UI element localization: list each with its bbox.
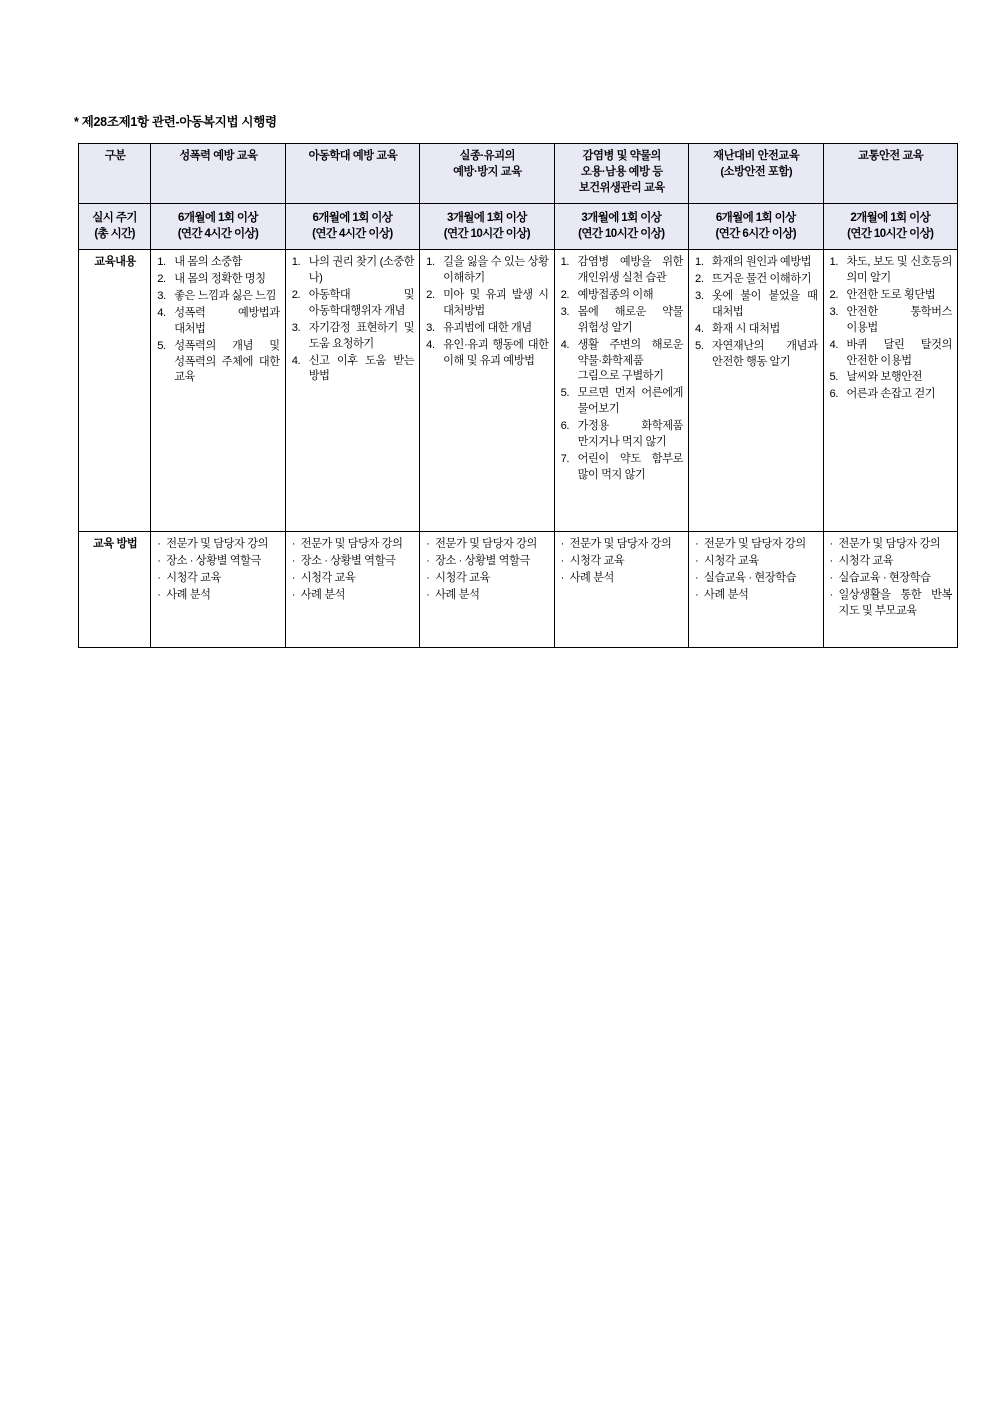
list-item: 3. 자기감정 표현하기 및 도움 요청하기: [291, 321, 415, 350]
header-row: [79, 144, 958, 204]
content-list-disaster-safety: [695, 255, 817, 370]
bullet-icon: ·: [560, 538, 564, 551]
list-item: · 시청각 교육: [426, 571, 548, 587]
list-item-number: 2.: [426, 288, 435, 301]
list-item-number: 3.: [426, 321, 435, 334]
bullet-icon: ·: [291, 588, 296, 601]
method-cell-missing-abduction: [420, 532, 554, 648]
content-list-infectious-drug: [561, 255, 683, 484]
table-body: [79, 203, 958, 647]
method-cell-disaster-safety: [689, 532, 823, 648]
list-item: 4. 신고 이후 도움 받는 방법: [291, 354, 415, 383]
list-item-number: 2.: [157, 272, 166, 285]
list-item-number: 3.: [695, 289, 704, 302]
method-list-missing-abduction: [426, 537, 548, 604]
method-list-infectious-drug: [561, 537, 683, 587]
list-item: · 실습교육 · 현장학습: [830, 571, 953, 587]
header-cell-disaster-safety: 재난대비 안전교육 (소방안전 포함): [689, 144, 823, 204]
list-item-number: 3.: [157, 289, 166, 302]
header-cell-division: 구분: [79, 144, 151, 204]
list-item: · 시청각 교육: [830, 554, 953, 570]
list-item: · 전문가 및 담당자 강의: [292, 537, 414, 553]
list-item-number: 5.: [560, 387, 570, 400]
list-item-number: 4.: [695, 322, 704, 335]
list-item: 4. 생활 주변의 해로운 약물·화학제품 그림으로 구별하기: [560, 338, 684, 383]
bullet-icon: ·: [426, 554, 430, 567]
list-item: 2. 예방접종의 이해: [561, 288, 683, 304]
list-item: · 전문가 및 담당자 강의: [426, 537, 548, 553]
method-list-child-abuse: [292, 537, 414, 604]
bullet-icon: ·: [829, 588, 833, 601]
list-item-number: 1.: [560, 256, 570, 269]
list-item: 4. 화재 시 대처법: [695, 322, 817, 338]
list-item: 5. 자연재난의 개념과 안전한 행동 알기: [695, 339, 818, 368]
bullet-icon: ·: [829, 554, 833, 567]
bullet-icon: ·: [695, 588, 699, 601]
bullet-icon: ·: [426, 538, 430, 551]
bullet-icon: ·: [157, 538, 161, 551]
method-cell-infectious-drug: [554, 532, 688, 648]
cycle-cell-disaster-safety: 6개월에 1회 이상 (연간 6시간 이상): [689, 203, 823, 249]
content-row-label: 교육내용: [79, 250, 151, 532]
list-item: · 일상생활을 통한 반복 지도 및 부모교육: [829, 588, 952, 617]
list-item: · 장소 · 상황별 역할극: [426, 554, 548, 570]
list-item-number: 1.: [695, 256, 704, 269]
list-item-number: 2.: [291, 288, 301, 301]
list-item: · 사례 분석: [292, 588, 414, 604]
list-item-number: 4.: [560, 338, 570, 351]
content-list-missing-abduction: [426, 255, 548, 369]
bullet-icon: ·: [426, 571, 430, 584]
list-item-number: 3.: [560, 305, 570, 318]
table-header: [79, 144, 958, 204]
list-item: 5. 날씨와 보행안전: [830, 370, 953, 386]
list-item: · 장소 · 상황별 역할극: [292, 554, 414, 570]
list-item: · 사례 분석: [695, 588, 817, 604]
list-item: 2. 안전한 도로 횡단법: [830, 288, 953, 304]
list-item: · 사례 분석: [157, 588, 279, 604]
content-cell-missing-abduction: [420, 250, 554, 532]
method-cell-child-abuse: [285, 532, 419, 648]
method-list-traffic-safety: [830, 537, 953, 620]
list-item: · 전문가 및 담당자 강의: [561, 537, 683, 553]
list-item: 5. 모르면 먼저 어른에게 물어보기: [560, 387, 684, 416]
method-row: [79, 532, 958, 648]
cycle-row-label: 실시 주기 (총 시간): [79, 203, 151, 249]
list-item: · 사례 분석: [561, 571, 683, 587]
list-item: · 시청각 교육: [561, 554, 683, 570]
list-item-number: 5.: [157, 339, 166, 352]
cycle-cell-child-abuse: 6개월에 1회 이상 (연간 4시간 이상): [285, 203, 419, 249]
content-cell-disaster-safety: [689, 250, 823, 532]
list-item: · 전문가 및 담당자 강의: [830, 537, 953, 553]
list-item: 1. 차도, 보도 및 신호등의 의미 알기: [829, 256, 952, 284]
bullet-icon: ·: [829, 571, 833, 584]
cycle-cell-infectious-drug: 3개월에 1회 이상 (연간 10시간 이상): [554, 203, 688, 249]
list-item-number: 5.: [829, 371, 839, 384]
header-cell-sexual-violence: 성폭력 예방 교육: [151, 144, 285, 204]
bullet-icon: ·: [157, 554, 161, 567]
list-item-number: 4.: [426, 338, 435, 351]
cycle-cell-traffic-safety: 2개월에 1회 이상 (연간 10시간 이상): [823, 203, 958, 249]
header-cell-missing-abduction: 실종·유괴의 예방·방지 교육: [420, 144, 554, 204]
content-row: [79, 250, 958, 532]
list-item: 3. 몸에 해로운 약물 위험성 알기: [560, 305, 684, 334]
list-item: 1. 내 몸의 소중함: [157, 255, 279, 271]
list-item: 3. 안전한 통학버스 이용법: [829, 305, 952, 334]
cycle-row: [79, 203, 958, 249]
bullet-icon: ·: [291, 538, 296, 551]
document-note: * 제28조제1항 관련-아동복지법 시행령: [74, 115, 277, 129]
method-row-label: 교육 방법: [79, 532, 151, 648]
list-item-number: 7.: [560, 452, 570, 465]
content-list-traffic-safety: [830, 255, 953, 403]
list-item: · 실습교육 · 현장학습: [695, 571, 817, 587]
list-item: 1. 나의 권리 찾기 (소중한 나): [291, 256, 415, 284]
list-item: · 사례 분석: [426, 588, 548, 604]
bullet-icon: ·: [157, 588, 161, 601]
content-cell-child-abuse: [285, 250, 419, 532]
bullet-icon: ·: [695, 571, 699, 584]
list-item: · 전문가 및 담당자 강의: [157, 537, 279, 553]
list-item: 7. 어린이 약도 함부로 많이 먹지 않기: [560, 452, 684, 481]
list-item: 2. 뜨거운 물건 이해하기: [695, 272, 817, 288]
bullet-icon: ·: [291, 554, 296, 567]
content-cell-traffic-safety: [823, 250, 958, 532]
education-plan-table: [78, 143, 958, 648]
content-list-child-abuse: [292, 255, 414, 385]
list-item: 6. 가정용 화학제품 만지거나 먹지 않기: [560, 420, 684, 449]
list-item-number: 2.: [829, 288, 839, 301]
list-item-number: 1.: [829, 256, 839, 269]
header-cell-infectious-drug: 감염병 및 약물의 오용·남용 예방 등 보건위생관리 교육: [554, 144, 688, 204]
list-item-number: 2.: [560, 288, 570, 301]
list-item: · 시청각 교육: [292, 571, 414, 587]
bullet-icon: ·: [695, 538, 699, 551]
list-item: 4. 바퀴 달린 탈것의 안전한 이용법: [829, 338, 952, 367]
list-item: 6. 어른과 손잡고 걷기: [830, 387, 953, 403]
list-item-number: 4.: [157, 306, 166, 319]
list-item-number: 1.: [426, 256, 435, 269]
list-item: · 장소 · 상황별 역할극: [157, 554, 279, 570]
bullet-icon: ·: [829, 538, 833, 551]
method-list-disaster-safety: [695, 537, 817, 604]
method-cell-traffic-safety: [823, 532, 958, 648]
method-cell-sexual-violence: [151, 532, 285, 648]
list-item: · 전문가 및 담당자 강의: [695, 537, 817, 553]
bullet-icon: ·: [426, 588, 430, 601]
bullet-icon: ·: [695, 554, 699, 567]
list-item-number: 2.: [695, 272, 704, 285]
list-item-number: 6.: [560, 420, 570, 433]
list-item-number: 1.: [291, 256, 301, 269]
header-cell-child-abuse: 아동학대 예방 교육: [285, 144, 419, 204]
list-item: 1. 화재의 원인과 예방법: [695, 255, 817, 271]
bullet-icon: ·: [291, 571, 296, 584]
content-cell-infectious-drug: [554, 250, 688, 532]
list-item: 2. 내 몸의 정확한 명칭: [157, 272, 279, 288]
list-item-number: 5.: [695, 339, 704, 352]
list-item: 1. 길을 잃을 수 있는 상황 이해하기: [426, 256, 549, 284]
cycle-cell-missing-abduction: 3개월에 1회 이상 (연간 10시간 이상): [420, 203, 554, 249]
bullet-icon: ·: [157, 571, 161, 584]
method-list-sexual-violence: [157, 537, 279, 604]
list-item: 4. 성폭력 예방법과 대처법: [157, 306, 280, 335]
list-item-number: 3.: [291, 321, 301, 334]
list-item: 4. 유인·유괴 행동에 대한 이해 및 유괴 예방법: [426, 338, 549, 367]
content-list-sexual-violence: [157, 255, 279, 386]
list-item: 2. 아동학대 및 아동학대행위자 개념: [291, 288, 415, 317]
list-item: 1. 감염병 예방을 위한 개인위생 실천 습관: [560, 256, 684, 284]
bullet-icon: ·: [560, 571, 564, 584]
header-cell-traffic-safety: 교통안전 교육: [823, 144, 958, 204]
cycle-cell-sexual-violence: 6개월에 1회 이상 (연간 4시간 이상): [151, 203, 285, 249]
list-item-number: 4.: [829, 338, 839, 351]
list-item: 3. 좋은 느낌과 싫은 느낌: [157, 289, 279, 305]
content-cell-sexual-violence: [151, 250, 285, 532]
bullet-icon: ·: [560, 554, 564, 567]
list-item: 3. 유괴범에 대한 개념: [426, 321, 548, 337]
list-item: 2. 미아 및 유괴 발생 시 대처방법: [426, 288, 549, 317]
list-item: · 시청각 교육: [695, 554, 817, 570]
list-item-number: 4.: [291, 354, 301, 367]
list-item: 5. 성폭력의 개념 및 성폭력의 주체에 대한 교육: [157, 339, 280, 384]
list-item: · 시청각 교육: [157, 571, 279, 587]
list-item-number: 6.: [829, 388, 839, 401]
list-item: 3. 옷에 불이 붙었을 때 대처법: [695, 289, 818, 318]
list-item-number: 3.: [829, 305, 839, 318]
list-item-number: 1.: [157, 256, 166, 269]
